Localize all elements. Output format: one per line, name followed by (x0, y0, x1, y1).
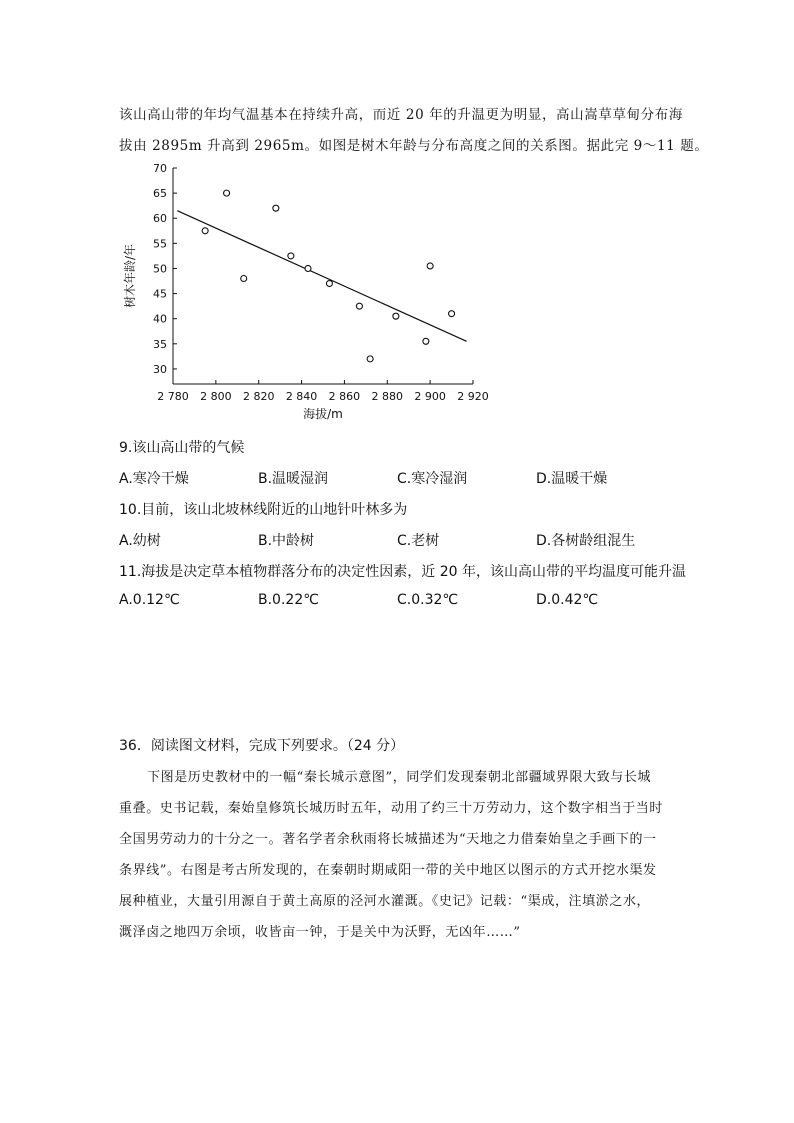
question-10-option-a[interactable]: A.幼树 (119, 533, 161, 549)
data-point (326, 281, 332, 287)
x-axis-label: 海拔/m (303, 407, 343, 421)
data-point (449, 311, 455, 317)
question-36-title: 36．阅读图文材料，完成下列要求。（24 分） (119, 738, 405, 754)
data-point (393, 313, 399, 319)
question-11-option-b[interactable]: B.0.22℃ (258, 592, 319, 608)
y-tick-label: 35 (153, 337, 167, 351)
y-tick-label: 30 (153, 362, 167, 376)
y-tick-label: 65 (153, 187, 167, 201)
data-point (423, 338, 429, 344)
data-point (202, 228, 208, 234)
data-point (367, 356, 373, 362)
y-tick-label: 70 (153, 162, 167, 175)
question-11-option-c[interactable]: C.0.32℃ (397, 592, 459, 608)
x-tick-label: 2 860 (328, 390, 361, 403)
data-point (305, 265, 311, 271)
data-point (273, 205, 279, 211)
chart-ticks (153, 162, 489, 403)
data-point (356, 303, 362, 309)
question-9-option-a[interactable]: A.寒冷干燥 (119, 471, 189, 487)
question-9-option-b[interactable]: B.温暖湿润 (258, 471, 329, 487)
x-tick-label: 2 880 (371, 390, 404, 403)
question-36-line-4: 条界线”。右图是考古所发现的，在秦朝时期咸阳一带的关中地区以图示的方式开挖水渠发 (119, 863, 657, 878)
x-tick-label: 2 820 (242, 390, 275, 403)
y-tick-label: 50 (153, 262, 167, 276)
question-36-line-3: 全国男劳动力的十分之一。著名学者余秋雨将长城描述为“天地之力借秦始皇之手画下的一 (119, 832, 657, 847)
y-tick-label: 45 (153, 287, 167, 301)
question-11-option-a[interactable]: A.0.12℃ (119, 592, 180, 608)
trend-line (177, 211, 466, 342)
data-point (427, 263, 433, 269)
intro-line-1: 该山高山带的年均气温基本在持续升高，而近 20 年的升温更为明显，高山嵩草草甸分布海 (119, 107, 683, 123)
question-10-option-b[interactable]: B.中龄树 (258, 533, 315, 549)
question-9-option-c[interactable]: C.寒冷湿润 (397, 471, 468, 487)
data-point (288, 253, 294, 259)
scatter-chart (118, 158, 498, 421)
question-11-stem: 11.海拔是决定草本植物群落分布的决定性因素，近 20 年，该山高山带的平均温度可能升温 (119, 564, 686, 580)
question-9-stem: 9.该山高山带的气候 (119, 440, 245, 456)
chart-points (202, 190, 454, 362)
x-tick-label: 2 920 (457, 390, 489, 403)
data-point (241, 276, 247, 282)
y-tick-label: 40 (153, 312, 167, 326)
question-11-option-d[interactable]: D.0.42℃ (536, 592, 599, 608)
x-tick-label: 2 800 (200, 390, 232, 403)
question-36-line-2: 重叠。史书记载，秦始皇修筑长城历时五年，动用了约三十万劳动力，这个数字相当于当时 (119, 801, 664, 816)
question-36-line-5: 展种植业，大量引用源自于黄土高原的泾河水灌溉。《史记》记载：“渠成，注填淤之水， (119, 894, 651, 909)
data-point (224, 190, 230, 196)
question-36-line-1: 下图是历史教材中的一幅“秦长城示意图”，同学们发现秦朝北部疆域界限大致与长城 (147, 770, 652, 785)
intro-line-2: 拔由 2895m 升高到 2965m。如图是树木年龄与分布高度之间的关系图。据此完 9～11 题。 (119, 138, 709, 154)
question-36-line-6: 溉泽卤之地四万余顷，收皆亩一钟，于是关中为沃野，无凶年……” (119, 925, 521, 940)
y-tick-label: 55 (153, 237, 167, 251)
x-tick-label: 2 780 (157, 390, 189, 403)
x-tick-label: 2 840 (285, 390, 318, 403)
question-10-stem: 10.目前，该山北坡林线附近的山地针叶林多为 (119, 502, 408, 518)
y-axis-label: 树木年龄/年 (123, 243, 137, 309)
question-10-option-c[interactable]: C.老树 (397, 533, 440, 549)
y-tick-label: 60 (153, 212, 167, 226)
question-9-option-d[interactable]: D.温暖干燥 (536, 471, 608, 487)
x-tick-label: 2 900 (414, 390, 446, 403)
question-10-option-d[interactable]: D.各树龄组混生 (536, 533, 636, 549)
